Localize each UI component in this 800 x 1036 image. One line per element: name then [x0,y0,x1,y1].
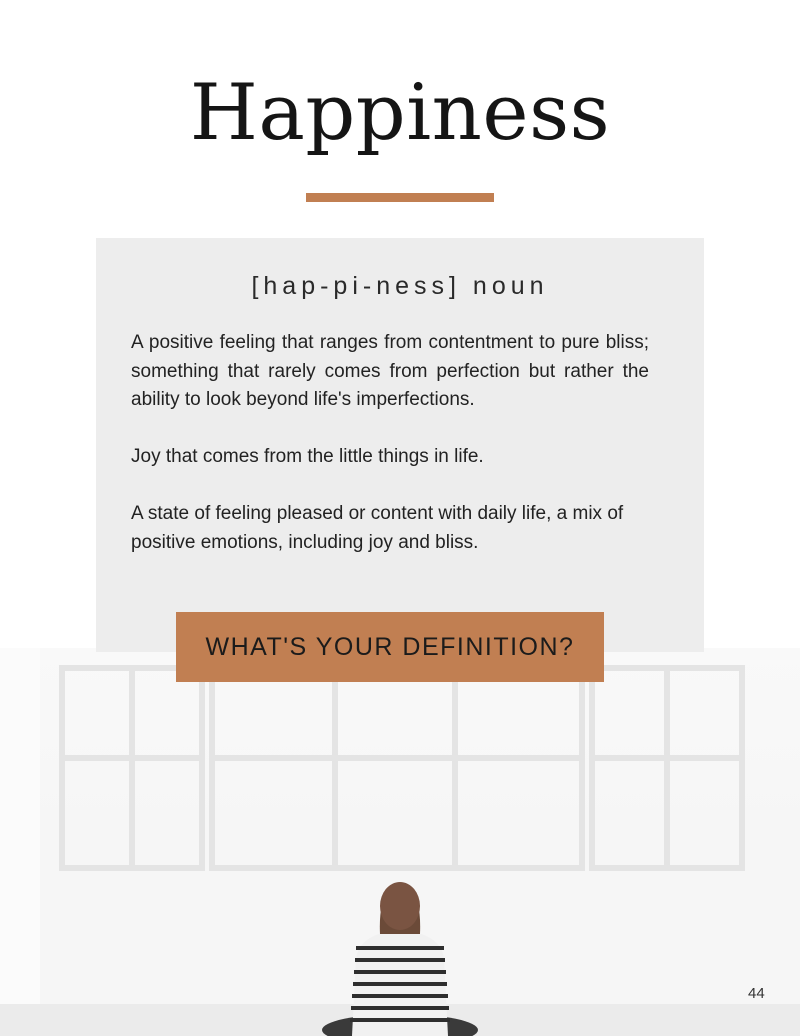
pronunciation: [hap-pi-ness] noun [251,272,549,300]
title-underline [306,193,494,202]
background-photo [0,648,800,1036]
page-number: 44 [748,985,765,1002]
cta-banner [176,612,604,682]
definition-2: Joy that comes from the little things in life. [131,446,484,467]
definition-card [96,238,704,652]
definition-3: A state of feeling pleased or content with daily life, a mix of positive emotions, including joy and bliss. [131,503,624,553]
definition-1: A positive feeling that ranges from contentment to pure bliss; something that rarely comes from perfection but rather the ability to look beyond life's imperfections. [131,332,649,410]
page-title: Happiness [189,68,611,158]
cta-label: WHAT'S YOUR DEFINITION? [205,632,575,661]
definition-list [131,329,649,586]
